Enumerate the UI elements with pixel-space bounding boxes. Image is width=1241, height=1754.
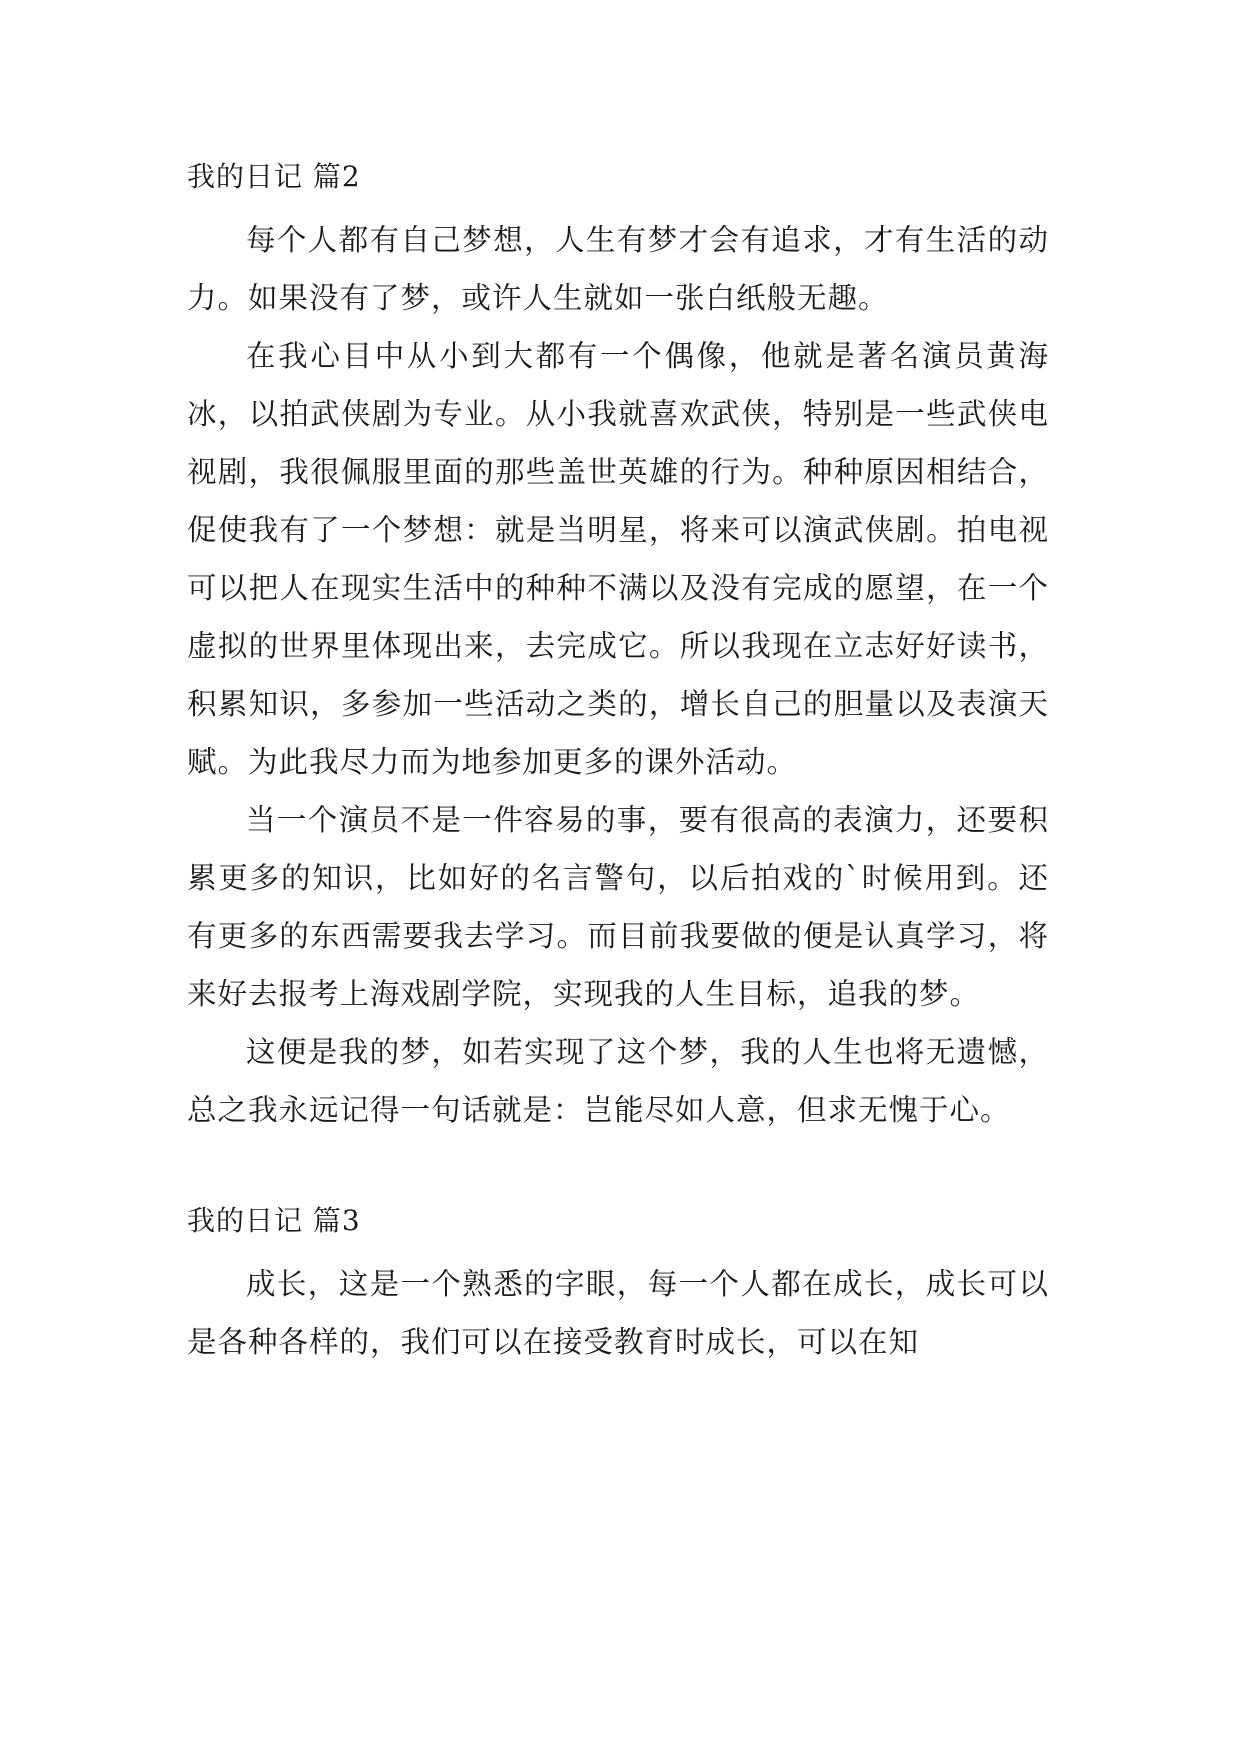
paragraph: 当一个演员不是一件容易的事，要有很高的表演力，还要积累更多的知识，比如好的名言警句，以后拍戏的`时候用到。还有更多的东西需要我去学习。而目前我要做的便是认真学习，将来好去报考上海戏剧学院，实现我的人生目标，追我的梦。	[187, 803, 1049, 1011]
diary-section-3	[187, 1202, 1049, 1371]
section-heading: 我的日记 篇3	[187, 1204, 361, 1237]
section-spacer	[187, 1139, 1049, 1202]
section-heading: 我的日记 篇2	[187, 160, 361, 193]
diary-section-2	[187, 158, 1049, 1139]
paragraph: 这便是我的梦，如若实现了这个梦，我的人生也将无遗憾，总之我永远记得一句话就是：岂能尽如人意，但求无愧于心。	[187, 1035, 1049, 1127]
paragraph: 在我心目中从小到大都有一个偶像，他就是著名演员黄海冰，以拍武侠剧为专业。从小我就喜欢武侠，特别是一些武侠电视剧，我很佩服里面的那些盖世英雄的行为。种种原因相结合，促使我有了一个梦想：就是当明星，将来可以演武侠剧。拍电视可以把人在现实生活中的种种不满以及没有完成的愿望，在一个虚拟的世界里体现出来，去完成它。所以我现在立志好好读书，积累知识，多参加一些活动之类的，增长自己的胆量以及表演天赋。为此我尽力而为地参加更多的课外活动。	[187, 339, 1049, 779]
document-body	[187, 158, 1049, 1371]
paragraph: 每个人都有自己梦想，人生有梦才会有追求，才有生活的动力。如果没有了梦，或许人生就如一张白纸般无趣。	[187, 223, 1049, 315]
paragraph: 成长，这是一个熟悉的字眼，每一个人都在成长，成长可以是各种各样的，我们可以在接受教育时成长，可以在知	[187, 1267, 1049, 1359]
